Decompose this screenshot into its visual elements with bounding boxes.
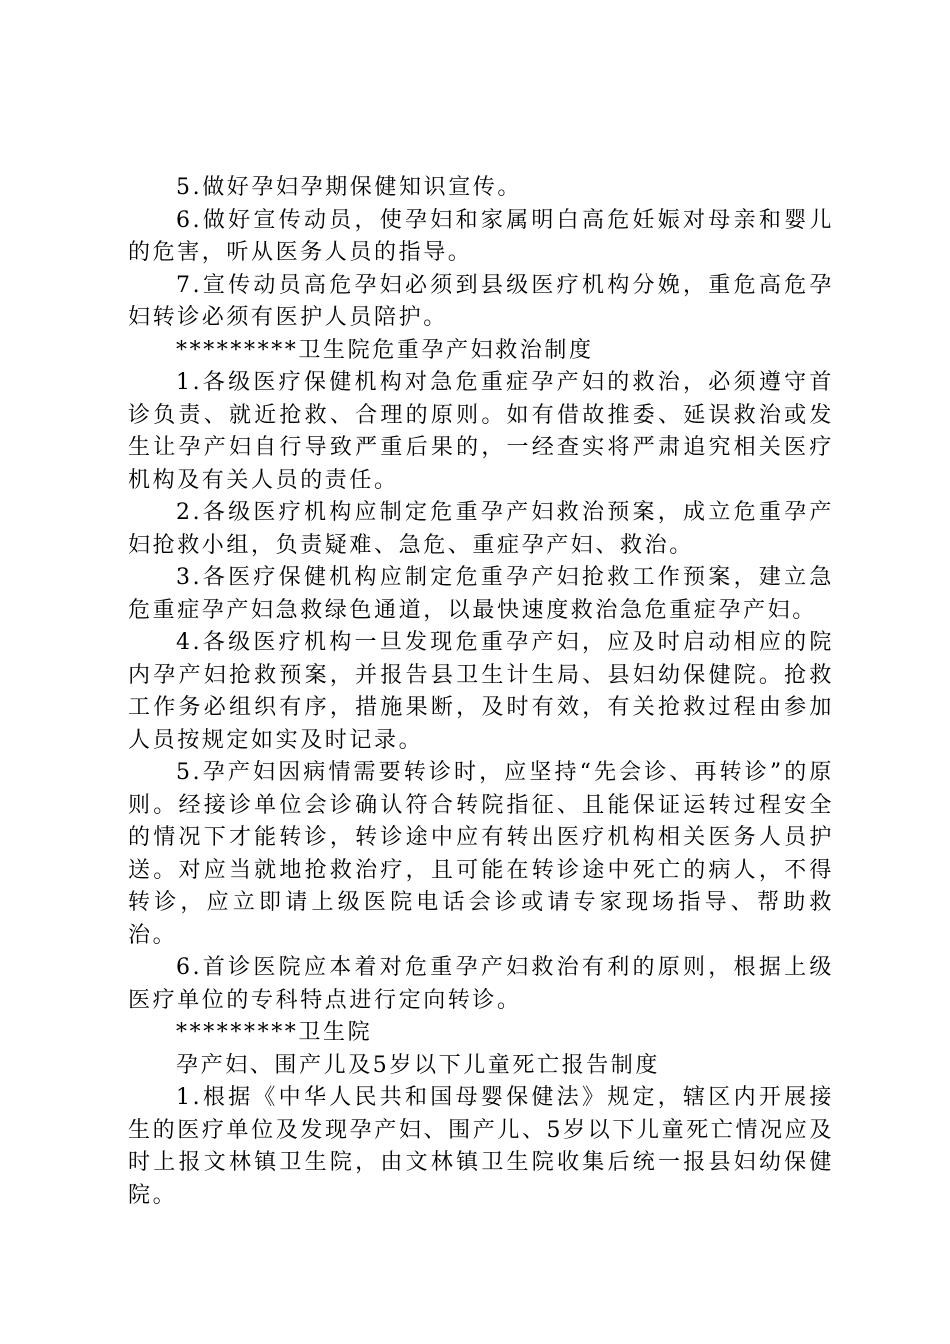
paragraph-item-5-health-education: 5.做好孕妇孕期保健知识宣传。 [176, 175, 522, 200]
organization-name: *********卫生院 [176, 1020, 373, 1045]
paragraph-rule-2: 2.各级医疗机构应制定危重孕产妇救治预案，成立危重孕产妇抢救小组，负责疑难、急危、重症孕产妇、救治。 [128, 500, 834, 558]
document-body [128, 172, 834, 1212]
paragraph-rule-1: 1.各级医疗保健机构对急危重症孕产妇的救治，必须遵守首诊负责、就近抢救、合理的原则。如有借故推委、延误救治或发生让孕产妇自行导致严重后果的，一经查实将严肃追究相关医疗机构及有关人员的责任。 [128, 370, 834, 493]
paragraph-rule-3: 3.各医疗保健机构应制定危重孕产妇抢救工作预案，建立急危重症孕产妇急救绿色通道，以最快速度救治急危重症孕产妇。 [128, 565, 834, 623]
paragraph-item-6-publicity: 6.做好宣传动员，使孕妇和家属明白高危妊娠对母亲和婴儿的危害，听从医务人员的指导。 [128, 207, 834, 265]
paragraph-rule-6: 6.首诊医院应本着对危重孕产妇救治有利的原则，根据上级医疗单位的专科特点进行定向转诊。 [128, 955, 834, 1013]
section-heading-death-report-rules: 孕产妇、围产儿及5岁以下儿童死亡报告制度 [176, 1052, 660, 1078]
paragraph-report-rule-1: 1.根据《中华人民共和国母婴保健法》规定，辖区内开展接生的医疗单位及发现孕产妇、围产儿、5岁以下儿童死亡情况应及时上报文林镇卫生院，由文林镇卫生院收集后统一报县妇幼保健院。 [128, 1085, 834, 1208]
paragraph-item-7-county-delivery: 7.宣传动员高危孕妇必须到县级医疗机构分娩，重危高危孕妇转诊必须有医护人员陪护。 [128, 272, 834, 330]
section-heading-critical-care-rules: *********卫生院危重孕产妇救治制度 [176, 337, 594, 363]
paragraph-rule-4: 4.各级医疗机构一旦发现危重孕产妇，应及时启动相应的院内孕产妇抢救预案，并报告县卫生计生局、县妇幼保健院。抢救工作务必组织有序，措施果断，及时有效，有关抢救过程由参加人员按规定如实及时记录。 [128, 630, 834, 753]
paragraph-rule-5: 5.孕产妇因病情需要转诊时，应坚持“先会诊、再转诊”的原则。经接诊单位会诊确认符合转院指征、且能保证运转过程安全的情况下才能转诊，转诊途中应有转出医疗机构相关医务人员护送。对应当就地抢救治疗，且可能在转诊途中死亡的病人，不得转诊，应立即请上级医院电话会诊或请专家现场指导、帮助救治。 [128, 760, 834, 948]
